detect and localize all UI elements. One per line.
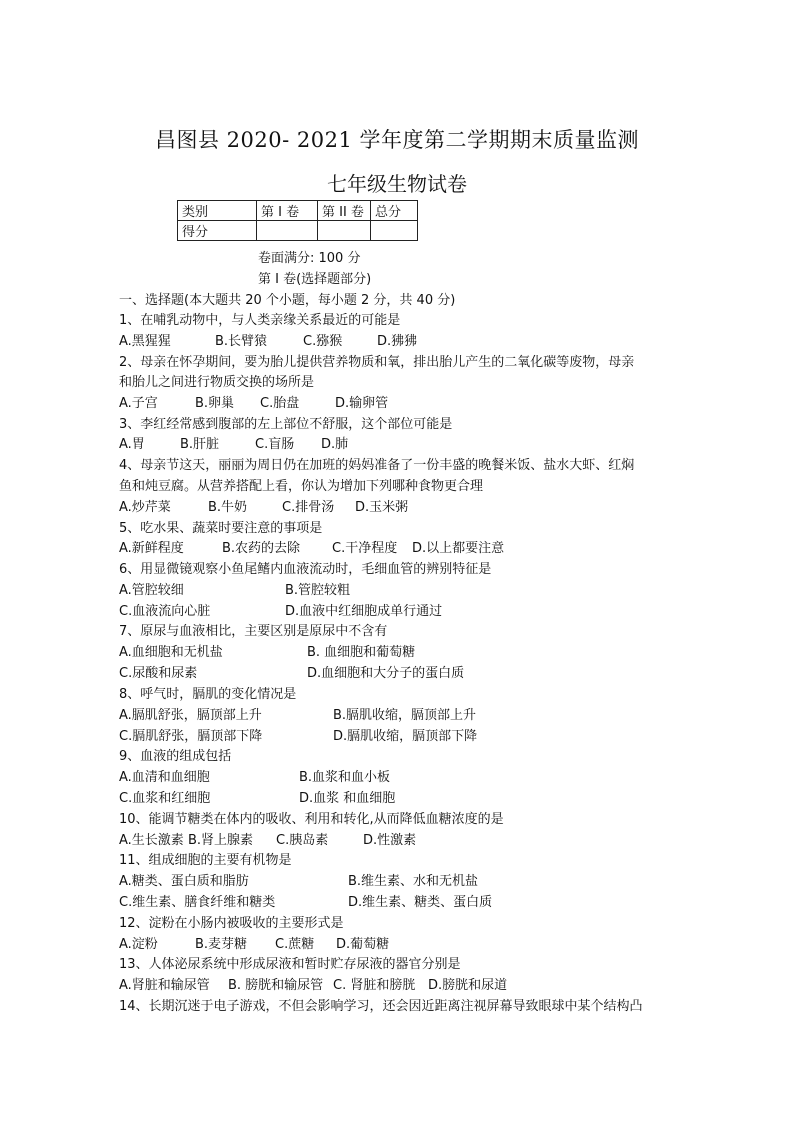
option-a: A.黑猩猩 [119, 334, 171, 349]
option-d: D.以上都要注意 [412, 541, 505, 556]
option-a: A.管腔较细 [119, 583, 184, 598]
option-b: B.牛奶 [208, 500, 248, 515]
option-d: D.膀胱和尿道 [428, 978, 508, 993]
score-table [177, 200, 418, 241]
option-c: C.血浆和红细胞 [119, 791, 211, 806]
question-stem: 1、在哺乳动物中，与人类亲缘关系最近的可能是 [119, 313, 401, 328]
option-d: D.玉米粥 [355, 500, 409, 515]
option-b: B.肾上腺素 [188, 833, 254, 848]
question-stem: 13、人体泌尿系统中形成尿液和暂时贮存尿液的器官分别是 [119, 957, 461, 972]
option-d: D.血液中红细胞成单行通过 [285, 604, 443, 619]
option-a: A.血细胞和无机盐 [119, 645, 223, 660]
question-stem: 5、吃水果、蔬菜时要注意的事项是 [119, 521, 323, 536]
question-stem: 10、能调节糖类在体内的吸收、利用和转化,从而降低血糖浓度的是 [119, 812, 504, 827]
option-a: A.炒芹菜 [119, 500, 171, 515]
score-cell: 类别 [178, 201, 257, 221]
option-b: B.肝脏 [180, 437, 220, 452]
question-stem: 11、组成细胞的主要有机物是 [119, 853, 292, 868]
option-d: D.维生素、糖类、蛋白质 [348, 895, 493, 910]
option-c: C. 肾脏和膀胱 [333, 978, 416, 993]
exam-subtitle: 七年级生物试卷 [327, 172, 467, 196]
option-a: A.糖类、蛋白质和脂肪 [119, 874, 249, 889]
option-c: C.胰岛素 [276, 833, 329, 848]
option-b: B.血浆和血小板 [299, 770, 391, 785]
score-cell[interactable] [371, 221, 418, 241]
option-b: B.农药的去除 [222, 541, 301, 556]
option-c: C.干净程度 [332, 541, 398, 556]
option-d: D.性激素 [363, 833, 417, 848]
option-a: A.生长激素 [119, 833, 184, 848]
option-a: A.新鲜程度 [119, 541, 184, 556]
option-d: D.血浆 和血细胞 [299, 791, 396, 806]
question-stem: 14、长期沉迷于电子游戏，不但会影响学习，还会因近距离注视屏幕导致眼球中某个结构凸 [119, 999, 643, 1014]
option-d: D.膈肌收缩，膈顶部下降 [333, 729, 478, 744]
option-a: A.胃 [119, 437, 145, 452]
option-c: C.蔗糖 [275, 937, 315, 952]
question-stem: 鱼和炖豆腐。从营养搭配上看，你认为增加下列哪种食物更合理 [119, 479, 484, 494]
option-c: C.膈肌舒张，膈顶部下降 [119, 729, 263, 744]
option-c: C.血液流向心脏 [119, 604, 211, 619]
section-heading: 一、选择题(本大题共 20 个小题，每小题 2 分，共 40 分) [119, 293, 456, 308]
option-a: A.肾脏和输尿管 [119, 978, 210, 993]
score-cell: 第 I 卷 [257, 201, 318, 221]
option-b: B.长臂猿 [215, 334, 268, 349]
question-stem: 8、呼气时，膈肌的变化情况是 [119, 687, 297, 702]
option-c: C.排骨汤 [282, 500, 335, 515]
score-table-value-row [178, 221, 418, 241]
option-c: C.胎盘 [260, 396, 300, 411]
score-cell: 总分 [371, 201, 418, 221]
option-b: B.维生素、水和无机盐 [348, 874, 479, 889]
question-stem: 6、用显微镜观察小鱼尾鳍内血液流动时，毛细血管的辨别特征是 [119, 562, 492, 577]
option-d: D.肺 [321, 437, 349, 452]
option-b: B. 膀胱和输尿管 [228, 978, 324, 993]
score-cell: 得分 [178, 221, 257, 241]
question-stem: 2、母亲在怀孕期间，要为胎儿提供营养物质和氧，排出胎儿产生的二氧化碳等废物，母亲 [119, 355, 635, 370]
score-table-header-row [178, 201, 418, 221]
full-score: 卷面满分: 100 分 [258, 251, 361, 266]
question-stem: 9、血液的组成包括 [119, 749, 232, 764]
option-d: D.输卵管 [335, 396, 389, 411]
option-c: C.尿酸和尿素 [119, 666, 198, 681]
question-stem: 4、母亲节这天，丽丽为周日仍在加班的妈妈准备了一份丰盛的晚餐米饭、盐水大虾、红焖 [119, 458, 635, 473]
option-b: B.管腔较粗 [285, 583, 351, 598]
exam-title: 昌图县 2020- 2021 学年度第二学期期末质量监测 [154, 128, 639, 152]
question-stem: 12、淀粉在小肠内被吸收的主要形式是 [119, 916, 344, 931]
score-cell[interactable] [318, 221, 371, 241]
option-c: C.盲肠 [255, 437, 295, 452]
part1-heading: 第 I 卷(选择题部分) [258, 272, 372, 287]
option-d: D.葡萄糖 [336, 937, 390, 952]
option-a: A.血清和血细胞 [119, 770, 210, 785]
question-stem: 和胎儿之间进行物质交换的场所是 [119, 375, 315, 390]
option-b: B. 血细胞和葡萄糖 [307, 645, 416, 660]
option-a: A.淀粉 [119, 937, 158, 952]
option-c: C.维生素、膳食纤维和糖类 [119, 895, 276, 910]
score-cell: 第 II 卷 [318, 201, 371, 221]
option-a: A.膈肌舒张，膈顶部上升 [119, 708, 262, 723]
option-c: C.猕猴 [303, 334, 343, 349]
option-b: B.卵巢 [195, 396, 235, 411]
question-stem: 3、李红经常感到腹部的左上部位不舒服，这个部位可能是 [119, 417, 453, 432]
option-d: D.血细胞和大分子的蛋白质 [307, 666, 465, 681]
score-cell[interactable] [257, 221, 318, 241]
question-stem: 7、原尿与血液相比，主要区别是原尿中不含有 [119, 624, 388, 639]
option-b: B.麦芽糖 [195, 937, 248, 952]
option-d: D.狒狒 [377, 334, 418, 349]
option-b: B.膈肌收缩，膈顶部上升 [333, 708, 477, 723]
option-a: A.子宫 [119, 396, 158, 411]
